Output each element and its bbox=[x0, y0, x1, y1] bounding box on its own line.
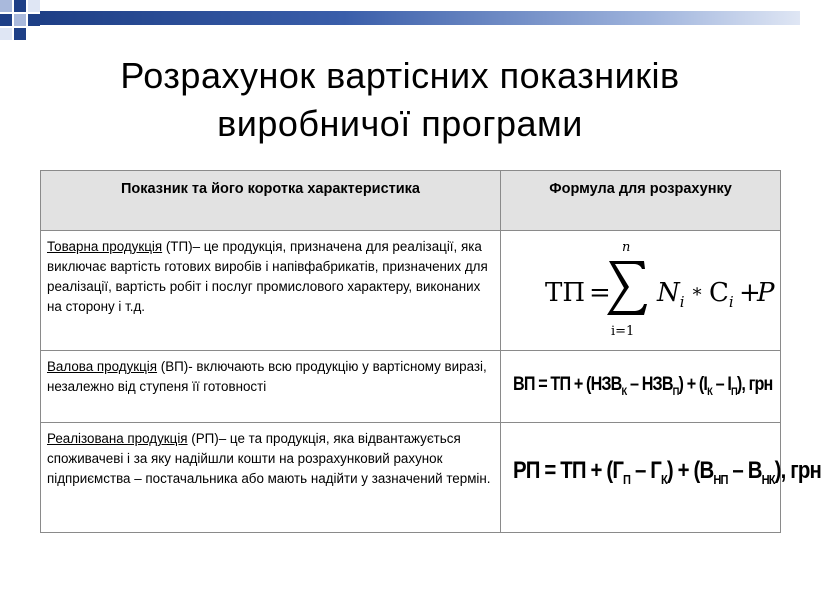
term-description: (РП)– це та продукція, яка відвантажується споживачеві і за яку надійшли кошти на розрахунковий рахунок підприємства – постачальника або мають надійти у зазначений термін. bbox=[47, 431, 491, 486]
formula-tp-lhs: ТП bbox=[545, 278, 586, 308]
term-label: Товарна продукція bbox=[47, 239, 163, 254]
formula-tp-n-sub: i bbox=[679, 293, 685, 311]
term-label: Валова продукція bbox=[47, 359, 158, 374]
formula-tp-eq: = bbox=[589, 278, 611, 308]
decor-square bbox=[0, 28, 12, 40]
table-row bbox=[41, 231, 781, 351]
title-line-2: виробничої програми bbox=[217, 103, 583, 144]
formula-tp-n: N bbox=[657, 278, 680, 308]
formula-tp-c: C bbox=[709, 278, 729, 308]
formula-tp-c-sub: i bbox=[728, 293, 734, 311]
svg-text:Ni bbox=[656, 278, 685, 311]
formula-tp-times: ∗ bbox=[691, 281, 704, 302]
table-row bbox=[41, 423, 781, 533]
decor-square bbox=[14, 0, 26, 12]
formula-cell bbox=[501, 351, 781, 423]
decor-square bbox=[0, 14, 12, 26]
formula-tp-plus: + bbox=[739, 278, 761, 308]
description-cell bbox=[41, 423, 501, 533]
header-bar bbox=[40, 11, 800, 25]
header-formula: Формула для розрахунку bbox=[501, 171, 781, 231]
formula-tp bbox=[501, 231, 779, 349]
term-label: Реалізована продукція bbox=[47, 431, 188, 446]
decor-square bbox=[14, 28, 26, 40]
decor-square bbox=[28, 0, 40, 12]
formula-tp-sum-upper: n bbox=[622, 240, 631, 255]
formula-tp-p: P bbox=[757, 278, 775, 308]
formula-cell bbox=[501, 423, 821, 533]
header-indicator: Показник та його коротка характеристика bbox=[41, 171, 501, 231]
term-description: (ТП)– це продукція, призначена для реалізації, яка виключає вартість готових виробів і напівфабрикатів, призначених для реалізації, вартість робіт і послуг промислового характеру, виконаних на сторону і т.д. bbox=[47, 239, 488, 314]
slide-title bbox=[0, 52, 800, 148]
decor-square bbox=[14, 14, 26, 26]
description-cell bbox=[41, 231, 501, 351]
formula-vp: ВП = ТП + $(НЗВ_К - НЗВ_П) + (І_К - І_П)$, грн bbox=[513, 374, 773, 398]
term-description: (ВП)- включають всю продукцію у вартісному виразі, незалежно від ступеня її готовності bbox=[47, 359, 487, 394]
title-line-1: Розрахунок вартісних показників bbox=[120, 55, 680, 96]
table-header-row bbox=[41, 171, 781, 231]
description-cell bbox=[41, 351, 501, 423]
decor-square bbox=[28, 14, 40, 26]
decor-square bbox=[0, 0, 12, 12]
sigma-icon bbox=[607, 261, 647, 315]
formula-tp-sum-lower: i=1 bbox=[611, 324, 635, 339]
indicator-table bbox=[40, 170, 821, 533]
svg-text:Ci bbox=[709, 278, 734, 311]
formula-rp: РП = ТП + $(Г_П - Г_К) + (В_{НП} - В_{НК})$, грн bbox=[513, 457, 821, 487]
formula-cell bbox=[501, 231, 781, 351]
table-row bbox=[41, 351, 781, 423]
